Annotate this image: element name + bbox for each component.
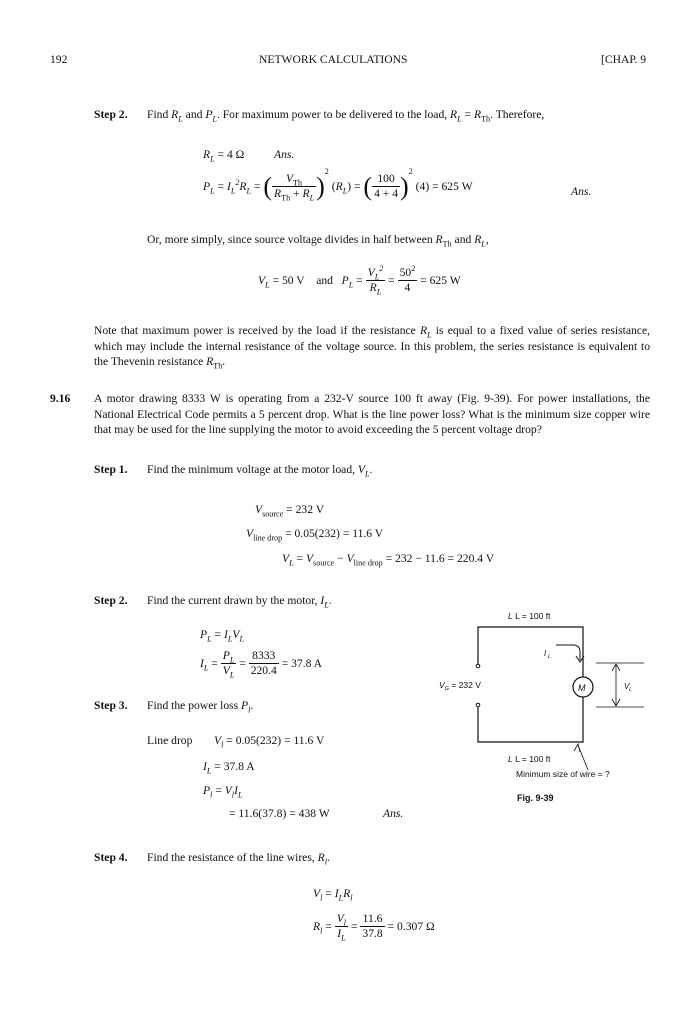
top-wire [478, 627, 583, 678]
vl-pl-equation: $V_L = 50$ V and $P_L$ = $\frac{V_L^2}{R_L}$ = $\frac{50^2}{4}$ = 625 W [258, 264, 461, 297]
or-text: Or, more simply, since source voltage divides in half between $R_{Th}$ and $R_L$, [147, 233, 489, 249]
figure-caption: Fig. 9-39 [517, 793, 554, 803]
pl-ilvl-equation: $P_L = I_LV_L$ [200, 628, 244, 644]
ans-label-2: Ans. [571, 185, 592, 198]
ans-label-3: Ans. [383, 807, 404, 820]
page-number: 192 [50, 53, 68, 66]
vl-label: V [624, 682, 630, 691]
svg-text:L: L [548, 654, 552, 660]
step-label: Step 3. [94, 699, 128, 712]
terminal-bottom [476, 703, 480, 707]
vline-equation: $V_{line drop} = 0.05(232) = 11.6$ V [246, 527, 384, 543]
bottom-length-label: L L = 100 ft [508, 754, 551, 764]
source-value: = 232 V [451, 680, 481, 690]
wire-size-note: Minimum size of wire = ? [516, 769, 610, 779]
step-text: Find $R_L$ and $P_L$. For maximum power to be delivered to the load, $R_L = R_{Th}$. Therefore, [147, 108, 545, 124]
bottom-length-value: L = 100 ft [515, 754, 551, 764]
top-length-value: L = 100 ft [515, 611, 551, 621]
source-label: $V_G = 232$ V [439, 680, 481, 692]
il-value: $I_L = 37.8$ A [203, 760, 255, 776]
rl-line-equation: $R_l$ = $\frac{V_l}{I_L}$ = $\frac{11.6}{37.8}$ = 0.307 Ω [313, 912, 435, 943]
svg-text:L: L [629, 687, 633, 693]
pl-equation: $P_L = I_L^2R_L$ = ( $\frac{V_{Th}}{R_{Th} + R_L}$ ) 2 $(R_L)$ = ( $\frac{100}{4 + 4}$ ) 2 (4) = 625 W [203, 167, 473, 203]
bottom-wire [478, 697, 583, 742]
step-label: Step 4. [94, 851, 128, 864]
il-equation: $I_L$ = $\frac{P_L}{V_L}$ = $\frac{8333}{220.4}$ = 37.8 A [200, 649, 323, 680]
step-label: Step 2. [94, 594, 128, 607]
rl-equation: $R_L = 4$ Ω [203, 148, 245, 164]
step-text: Find the current drawn by the motor, $I_L$. [147, 594, 332, 610]
vsource-equation: $V_{source} = 232$ V [255, 503, 325, 519]
motor-label: M [578, 683, 586, 693]
ans-label: Ans. [274, 148, 295, 161]
step-text: Find the resistance of the line wires, $R_l$. [147, 851, 330, 867]
top-length-label: L L = 100 ft [508, 611, 551, 621]
running-title: NETWORK CALCULATIONS [259, 53, 408, 66]
pl-loss-result: = 11.6(37.8) = 438 W [229, 807, 330, 820]
step-text: Find the power loss $P_l$. [147, 699, 254, 715]
vl-drop-equation: $V_l = 0.05(232) = 11.6$ V [214, 734, 325, 750]
chapter-label: [CHAP. 9 [601, 53, 647, 66]
pl-loss-equation: $P_l = V_lI_L$ [203, 784, 243, 800]
problem-text: A motor drawing 8333 W is operating from a 232-V source 100 ft away (Fig. 9-39). For power installations, the National Electrical Code permits a 5 percent drop. What is the line power loss? What is the minimum size copper wire that may be used for the line supplying the motor to avoid exceeding the 5 percent voltage drop? [94, 392, 650, 436]
pl-result: (4) = 625 W [415, 180, 473, 193]
line-drop-label: Line drop [147, 734, 193, 747]
step-text: Find the minimum voltage at the motor load, $V_L$. [147, 463, 373, 479]
problem-number: 9.16 [50, 392, 71, 405]
vl-equation: $V_L = V_{source} - V_{line drop} = 232 - 11.6 = 220.4$ V [282, 552, 495, 568]
rl-value: = 4 Ω [217, 148, 245, 161]
circuit-figure [420, 610, 670, 840]
vl-ir-equation: $V_l = I_LR_l$ [313, 887, 353, 903]
step-label: Step 2. [94, 108, 128, 121]
terminal-top [476, 664, 480, 668]
il-label: I [544, 649, 547, 658]
step-label: Step 1. [94, 463, 128, 476]
note-paragraph: Note that maximum power is received by the load if the resistance $R_L$ is equal to a fixed value of series resistance, which may include the internal resistance of the voltage source. In this problem, the series resistance is equivalent to the Thevenin resistance $R_{Th}$. [94, 324, 650, 371]
current-arrow [556, 645, 580, 660]
